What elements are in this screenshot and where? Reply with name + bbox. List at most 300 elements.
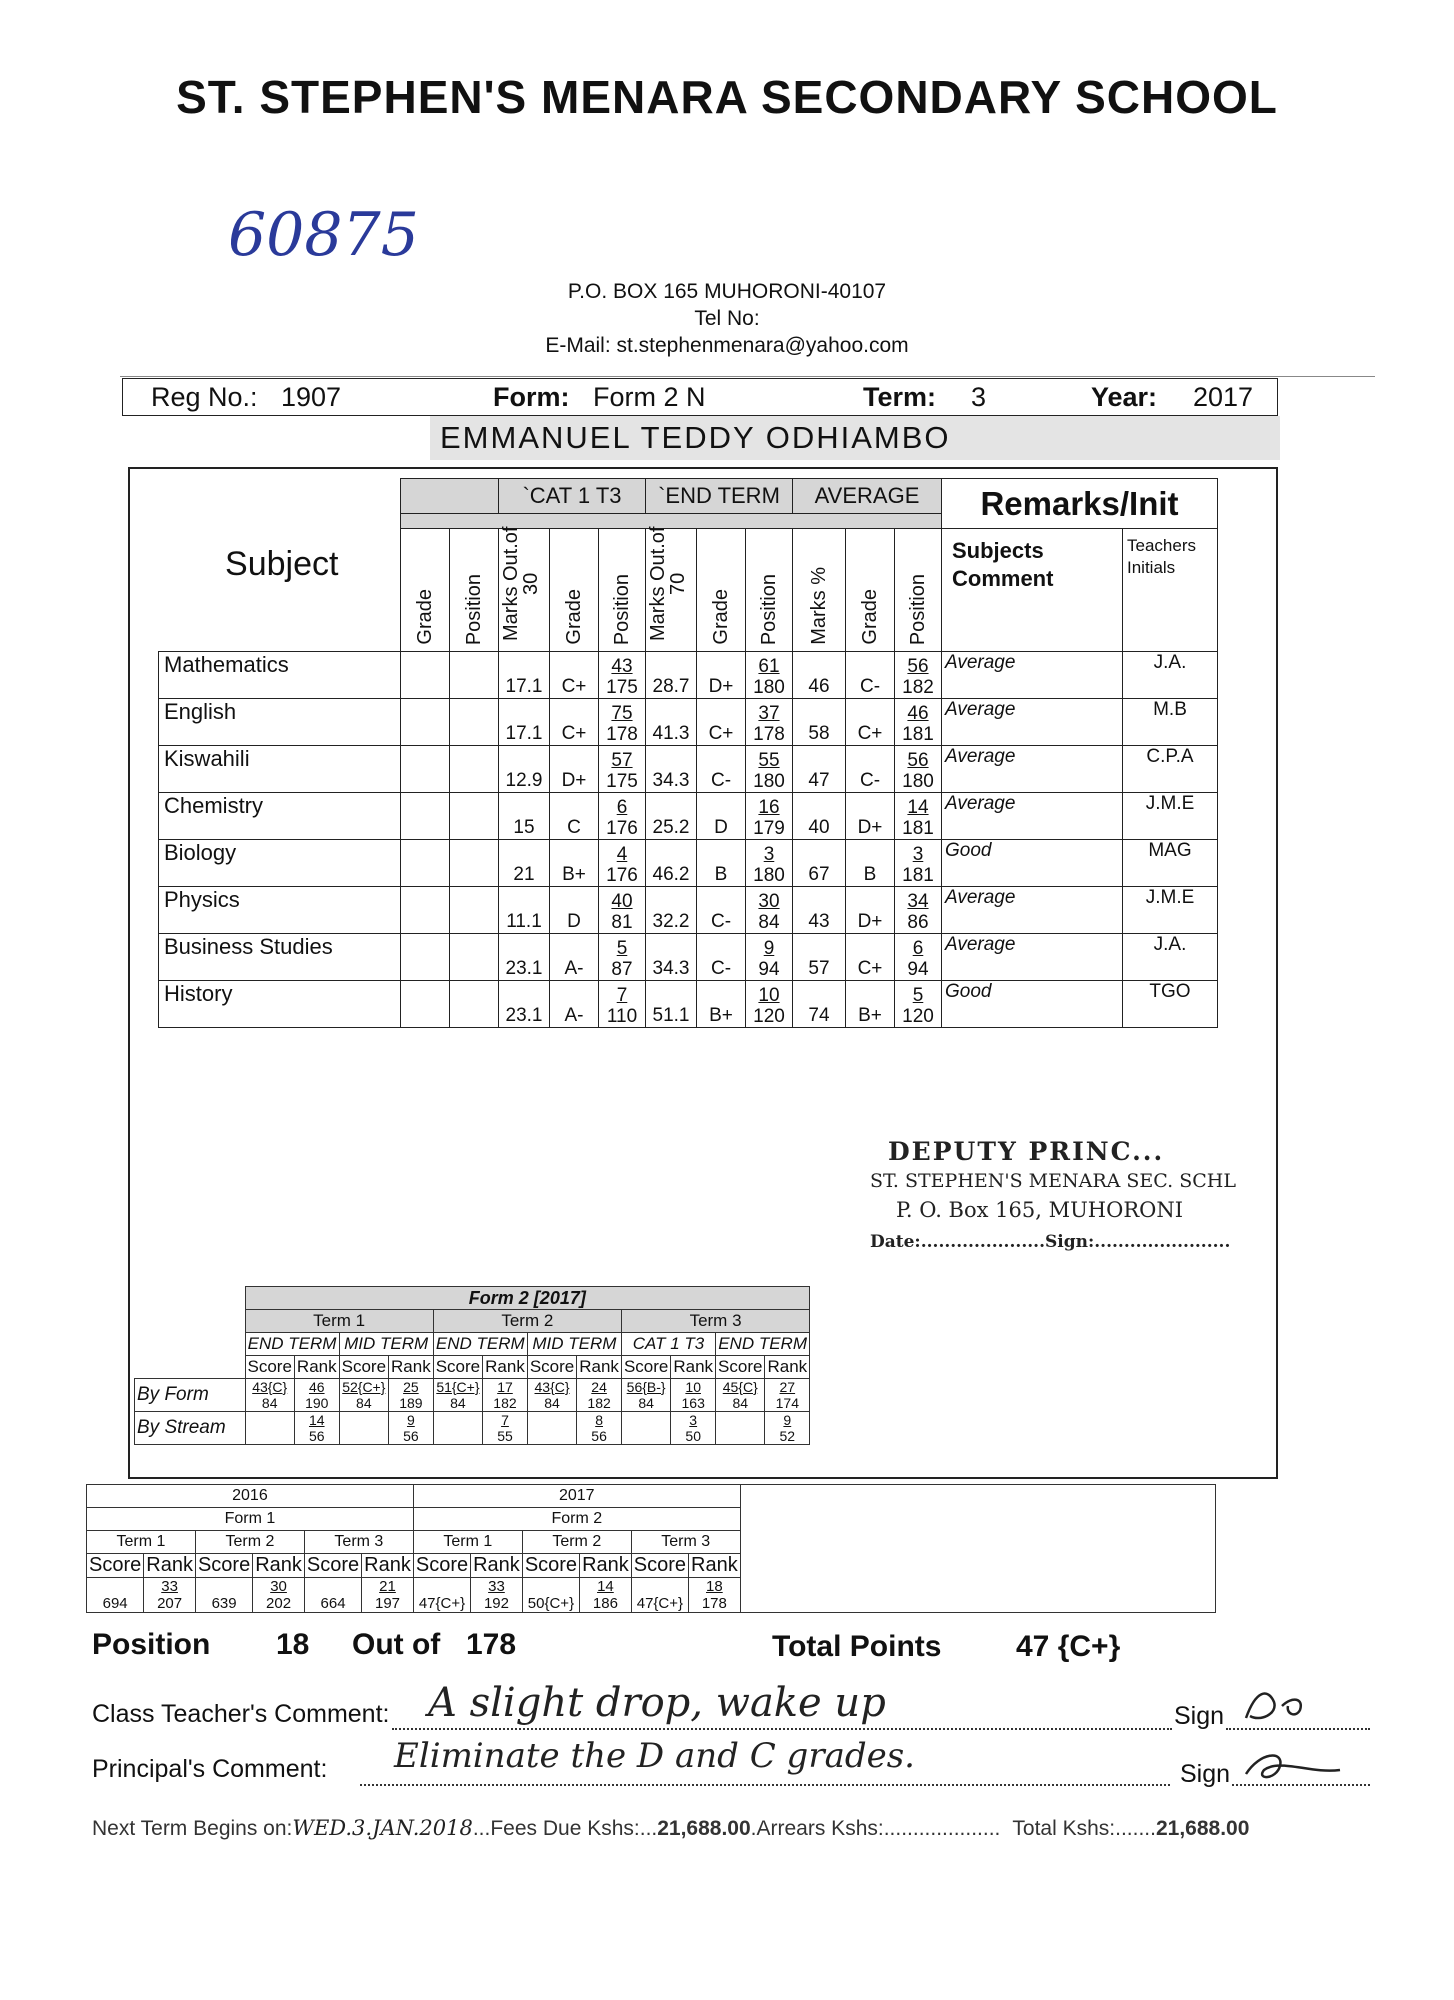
history-score: 47{C+}	[631, 1578, 688, 1613]
avg-position	[895, 699, 942, 746]
score-out-of: 84	[356, 1395, 372, 1411]
by-stream-rank	[389, 1412, 434, 1445]
avg-position	[895, 934, 942, 981]
cat-position-rank: 75	[611, 703, 633, 724]
cat-group-header: `CAT 1 T3	[499, 479, 646, 514]
subject-name: Business Studies	[159, 934, 401, 981]
history-summary-table	[86, 1484, 1216, 1613]
comment-line	[392, 1728, 1172, 1730]
avg-position-out-of: 120	[902, 1006, 934, 1027]
rank-out-of: 182	[493, 1395, 517, 1411]
by-stream-rank	[765, 1412, 810, 1445]
stamp-date-sign: Date:.....................Sign:.......................	[870, 1232, 1231, 1252]
subject-name: English	[159, 699, 401, 746]
reg-number: 1907	[281, 382, 342, 412]
rank-label: Rank	[471, 1554, 523, 1578]
subject-name: Biology	[159, 840, 401, 887]
score-label: Score	[413, 1554, 470, 1578]
history-score: 50{C+}	[522, 1578, 579, 1613]
exam-header: END TERM	[716, 1333, 810, 1356]
avg-position-rank: 3	[912, 844, 924, 865]
end-position-out-of: 120	[753, 1006, 785, 1027]
rank-out-of: 207	[157, 1595, 183, 1612]
empty-remarks-area	[740, 1485, 1215, 1613]
end-position-out-of: 84	[758, 912, 780, 933]
by-form-score	[339, 1379, 388, 1412]
rank-out-of: 192	[483, 1595, 509, 1612]
cat-grade: A-	[550, 981, 599, 1028]
avg-marks: 58	[793, 699, 846, 746]
cat-position-rank: 57	[611, 750, 633, 771]
empty-cell	[621, 1412, 670, 1445]
rank-value: 33	[488, 1578, 505, 1595]
col-avg-grade: Grade	[846, 529, 895, 652]
total-label: Total Kshs:.......	[1012, 1817, 1156, 1840]
rank-value: 9	[406, 1412, 415, 1428]
end-position-out-of: 178	[753, 724, 785, 745]
rank-label: Rank	[389, 1356, 434, 1379]
term-value: 3	[971, 382, 987, 412]
rank-value: 14	[597, 1578, 614, 1595]
score-label: Score	[433, 1356, 482, 1379]
table-row	[159, 934, 1218, 981]
avg-marks: 46	[793, 652, 846, 699]
rank-label: Rank	[577, 1356, 622, 1379]
results-table	[158, 478, 1218, 1028]
school-name: ST. STEPHEN'S MENARA SECONDARY SCHOOL	[176, 71, 1278, 123]
rank-out-of: 50	[685, 1428, 701, 1444]
class-teacher-signature	[1238, 1680, 1318, 1730]
subject-comment: Average	[942, 887, 1123, 934]
cat-position-out-of: 81	[611, 912, 633, 933]
form-summary-table	[134, 1286, 810, 1445]
empty-cell	[450, 746, 499, 793]
rank-out-of: 182	[587, 1395, 611, 1411]
cat-marks: 23.1	[499, 934, 550, 981]
history-term-header: Term 3	[631, 1531, 740, 1554]
year-label: Year:	[1091, 382, 1158, 412]
rank-out-of: 56	[308, 1428, 325, 1444]
subject-name: Kiswahili	[159, 746, 401, 793]
end-position	[746, 793, 793, 840]
exam-header: END TERM	[433, 1333, 527, 1356]
history-score: 694	[87, 1578, 144, 1613]
next-term-date: WED.3.JAN.2018	[292, 1816, 473, 1840]
rank-label: Rank	[294, 1356, 339, 1379]
form1-header: Form 1	[87, 1508, 414, 1531]
by-form-score	[716, 1379, 765, 1412]
email: E-Mail: st.stephenmenara@yahoo.com	[545, 334, 909, 357]
end-position	[746, 699, 793, 746]
end-grade: C-	[697, 887, 746, 934]
end-grade: C-	[697, 934, 746, 981]
rank-value: 8	[595, 1412, 603, 1428]
rank-out-of: 189	[399, 1395, 423, 1411]
cat-marks: 11.1	[499, 887, 550, 934]
exam-header: MID TERM	[339, 1333, 433, 1356]
divider	[120, 376, 1375, 377]
teacher-initials: J.M.E	[1123, 793, 1218, 840]
year-value: 2017	[1193, 382, 1254, 412]
avg-position-rank: 14	[907, 797, 929, 818]
principal-signature	[1240, 1744, 1350, 1788]
spacer	[135, 1333, 246, 1356]
stamp-address: P. O. Box 165, MUHORONI	[896, 1198, 1184, 1222]
subject-name: Chemistry	[159, 793, 401, 840]
subject-name: Mathematics	[159, 652, 401, 699]
cat-position-rank: 6	[616, 797, 628, 818]
cat-position-rank: 40	[611, 891, 633, 912]
rank-value: 14	[308, 1412, 325, 1428]
cat-grade: D	[550, 887, 599, 934]
end-position	[746, 887, 793, 934]
by-form-rank	[294, 1379, 339, 1412]
empty-cell	[450, 699, 499, 746]
rank-out-of: 55	[497, 1428, 513, 1444]
history-rank	[253, 1578, 305, 1613]
principal-comment: Eliminate the D and C grades.	[394, 1736, 915, 1776]
by-form-score	[621, 1379, 670, 1412]
cat-position-rank: 4	[616, 844, 628, 865]
fees-value: 21,688.00	[657, 1817, 751, 1840]
teacher-initials: M.B	[1123, 699, 1218, 746]
avg-grade: B	[846, 840, 895, 887]
history-score: 639	[195, 1578, 252, 1613]
score-value: 51{C+}	[436, 1379, 480, 1395]
history-term-header: Term 2	[195, 1531, 304, 1554]
form2-header: Form 2	[413, 1508, 740, 1531]
end-marks: 25.2	[646, 793, 697, 840]
rank-out-of: 174	[775, 1395, 799, 1411]
end-grade: B+	[697, 981, 746, 1028]
principal-label: Principal's Comment:	[92, 1755, 328, 1783]
empty-cell	[401, 887, 450, 934]
end-marks: 46.2	[646, 840, 697, 887]
cat-position-rank: 43	[611, 656, 633, 677]
empty-cell	[450, 981, 499, 1028]
teacher-initials: J.M.E	[1123, 887, 1218, 934]
teacher-initials: J.A.	[1123, 934, 1218, 981]
cat-marks: 15	[499, 793, 550, 840]
rank-out-of: 186	[592, 1595, 618, 1612]
score-label: Score	[304, 1554, 361, 1578]
avg-marks: 47	[793, 746, 846, 793]
end-position	[746, 652, 793, 699]
out-of-value: 178	[466, 1628, 517, 1661]
cat-grade: A-	[550, 934, 599, 981]
empty-cell	[401, 746, 450, 793]
by-stream-rank	[671, 1412, 716, 1445]
total-value: 21,688.00	[1155, 1817, 1250, 1840]
empty-cell	[401, 652, 450, 699]
cat-position	[599, 699, 646, 746]
cat-position-rank: 7	[616, 985, 628, 1006]
history-score: 664	[304, 1578, 361, 1613]
stamp-title: DEPUTY PRINC...	[888, 1137, 1165, 1166]
end-position-rank: 10	[758, 985, 780, 1006]
score-label: Score	[527, 1356, 576, 1379]
rank-label: Rank	[362, 1554, 414, 1578]
handwritten-number: 60875	[228, 200, 419, 270]
avg-marks: 74	[793, 981, 846, 1028]
next-term-label: Next Term Begins on:	[92, 1817, 293, 1840]
cat-grade: C+	[550, 652, 599, 699]
score-value: 43{C}	[534, 1379, 570, 1395]
term3-header: Term 3	[621, 1310, 809, 1333]
class-teacher-sign-label: Sign	[1174, 1702, 1225, 1730]
avg-position-out-of: 181	[902, 818, 934, 839]
exam-header: CAT 1 T3	[621, 1333, 715, 1356]
empty-cell	[450, 934, 499, 981]
avg-position-out-of: 180	[902, 771, 934, 792]
end-position-rank: 55	[758, 750, 780, 771]
telephone: Tel No:	[694, 307, 760, 330]
out-of-label: Out of	[352, 1628, 441, 1661]
cat-position	[599, 934, 646, 981]
position-label: Position	[92, 1628, 211, 1661]
avg-position-out-of: 182	[902, 677, 934, 698]
avg-position-rank: 56	[907, 656, 929, 677]
by-form-rank	[389, 1379, 434, 1412]
rank-value: 3	[689, 1412, 698, 1428]
form-value: Form 2 N	[593, 382, 706, 412]
by-form-score	[433, 1379, 482, 1412]
rank-out-of: 178	[701, 1595, 727, 1612]
col-end-grade: Grade	[697, 529, 746, 652]
cat-position-rank: 5	[616, 938, 628, 959]
history-rank	[580, 1578, 632, 1613]
history-term-header: Term 3	[304, 1531, 413, 1554]
rank-value: 18	[706, 1578, 723, 1595]
subject-comment: Average	[942, 699, 1123, 746]
rank-label: Rank	[671, 1356, 716, 1379]
by-stream-label: By Stream	[135, 1412, 246, 1445]
average-group-header: AVERAGE	[793, 479, 942, 514]
table-row	[159, 793, 1218, 840]
avg-grade: C-	[846, 746, 895, 793]
subjects-comment-header: Subjects Comment	[942, 529, 1123, 652]
table-row	[159, 652, 1218, 699]
col-avg-position: Position	[895, 529, 942, 652]
cat-position-out-of: 176	[606, 818, 638, 839]
cat-grade: D+	[550, 746, 599, 793]
avg-position	[895, 793, 942, 840]
score-label: Score	[522, 1554, 579, 1578]
history-rank	[689, 1578, 741, 1613]
cat-position	[599, 793, 646, 840]
score-label: Score	[621, 1356, 670, 1379]
class-teacher-comment: A slight drop, wake up	[428, 1680, 886, 1726]
rank-value: 46	[308, 1379, 325, 1395]
by-form-label: By Form	[135, 1379, 246, 1412]
end-marks: 41.3	[646, 699, 697, 746]
avg-grade: D+	[846, 793, 895, 840]
score-label: Score	[339, 1356, 388, 1379]
rank-label: Rank	[689, 1554, 741, 1578]
empty-cell	[401, 699, 450, 746]
table-row	[159, 699, 1218, 746]
cat-position-out-of: 110	[606, 1006, 638, 1027]
table-row	[159, 887, 1218, 934]
end-position-out-of: 179	[753, 818, 785, 839]
student-name-bar	[430, 416, 1280, 460]
col-cat-position: Position	[599, 529, 646, 652]
subject-comment: Average	[942, 746, 1123, 793]
score-label: Score	[245, 1356, 294, 1379]
table-row	[159, 981, 1218, 1028]
end-grade: D	[697, 793, 746, 840]
cat-position	[599, 981, 646, 1028]
exam-header: END TERM	[245, 1333, 339, 1356]
table-row	[159, 746, 1218, 793]
endterm-group-header: `END TERM	[646, 479, 793, 514]
empty-cell	[401, 981, 450, 1028]
rank-label: Rank	[580, 1554, 632, 1578]
end-position-rank: 9	[763, 938, 775, 959]
rank-label: Rank	[253, 1554, 305, 1578]
score-value: 52{C+}	[342, 1379, 386, 1395]
avg-marks: 43	[793, 887, 846, 934]
rank-out-of: 163	[681, 1395, 705, 1411]
subject-comment: Average	[942, 793, 1123, 840]
table-row	[159, 840, 1218, 887]
score-value: 56{B-}	[626, 1379, 666, 1395]
avg-marks: 57	[793, 934, 846, 981]
by-stream-rank	[294, 1412, 339, 1445]
rank-label: Rank	[483, 1356, 528, 1379]
score-label: Score	[716, 1356, 765, 1379]
end-position-rank: 37	[758, 703, 780, 724]
blank-group-header	[401, 479, 499, 514]
cat-position-out-of: 175	[606, 771, 638, 792]
avg-position	[895, 840, 942, 887]
term-label: Term:	[863, 382, 937, 412]
empty-cell	[527, 1412, 576, 1445]
rank-out-of: 190	[305, 1395, 329, 1411]
rank-value: 30	[270, 1578, 287, 1595]
empty-cell	[245, 1412, 294, 1445]
spacer	[135, 1310, 246, 1333]
score-value: 45{C}	[722, 1379, 758, 1395]
exam-header: MID TERM	[527, 1333, 621, 1356]
history-rank	[471, 1578, 523, 1613]
by-form-rank	[671, 1379, 716, 1412]
col-cat-grade: Grade	[550, 529, 599, 652]
end-marks: 28.7	[646, 652, 697, 699]
end-position	[746, 840, 793, 887]
col-position-blank: Position	[450, 529, 499, 652]
rank-out-of: 202	[266, 1595, 292, 1612]
score-out-of: 84	[261, 1395, 278, 1411]
end-position-out-of: 180	[753, 865, 785, 886]
score-label: Score	[195, 1554, 252, 1578]
end-position-rank: 3	[763, 844, 775, 865]
avg-position	[895, 981, 942, 1028]
subject-comment: Average	[942, 934, 1123, 981]
rank-value: 33	[161, 1578, 178, 1595]
avg-position	[895, 652, 942, 699]
score-value: 43{C}	[252, 1379, 288, 1395]
by-stream-rank	[483, 1412, 528, 1445]
score-out-of: 84	[732, 1395, 749, 1411]
end-position-rank: 30	[758, 891, 780, 912]
history-score: 47{C+}	[413, 1578, 470, 1613]
reg-label: Reg No.:	[151, 382, 258, 412]
teacher-initials: C.P.A	[1123, 746, 1218, 793]
cat-grade: C	[550, 793, 599, 840]
teacher-initials: TGO	[1123, 981, 1218, 1028]
empty-cell	[450, 652, 499, 699]
avg-position-rank: 34	[907, 891, 929, 912]
address: P.O. BOX 165 MUHORONI-40107	[567, 280, 887, 303]
avg-grade: C+	[846, 699, 895, 746]
rank-value: 21	[379, 1578, 396, 1595]
avg-grade: C+	[846, 934, 895, 981]
history-term-header: Term 1	[413, 1531, 522, 1554]
history-term-header: Term 2	[522, 1531, 631, 1554]
end-position	[746, 981, 793, 1028]
score-out-of: 84	[450, 1395, 466, 1411]
avg-marks: 40	[793, 793, 846, 840]
cat-position	[599, 746, 646, 793]
avg-position-out-of: 181	[902, 724, 934, 745]
rank-label: Rank	[144, 1554, 196, 1578]
col-cat-marks: Marks Out.of 30	[499, 529, 550, 652]
student-name: EMMANUEL TEDDY ODHIAMBO	[440, 420, 951, 455]
form-summary-title: Form 2 [2017]	[245, 1287, 810, 1310]
term1-header: Term 1	[245, 1310, 433, 1333]
avg-position	[895, 746, 942, 793]
cat-marks: 12.9	[499, 746, 550, 793]
spacer	[135, 1356, 246, 1379]
empty-cell	[433, 1412, 482, 1445]
rank-label: Rank	[765, 1356, 810, 1379]
cat-position	[599, 887, 646, 934]
avg-position-rank: 5	[912, 985, 924, 1006]
cat-grade: B+	[550, 840, 599, 887]
avg-grade: C-	[846, 652, 895, 699]
cat-position-out-of: 178	[606, 724, 638, 745]
avg-position-rank: 56	[907, 750, 929, 771]
arrears-label: .Arrears Kshs:....................	[750, 1817, 1001, 1840]
subject-comment: Good	[942, 981, 1123, 1028]
cat-marks: 17.1	[499, 652, 550, 699]
rank-out-of: 56	[591, 1428, 607, 1444]
class-teacher-label: Class Teacher's Comment:	[92, 1700, 390, 1728]
form-label: Form:	[493, 382, 570, 412]
teacher-initials: MAG	[1123, 840, 1218, 887]
year-2017-header: 2017	[413, 1485, 740, 1508]
subject-name: Physics	[159, 887, 401, 934]
teachers-initials-header: Teachers Initials	[1123, 529, 1218, 652]
rank-value: 10	[685, 1379, 701, 1395]
end-marks: 34.3	[646, 934, 697, 981]
registration-bar	[122, 378, 1278, 416]
col-grade-blank: Grade	[401, 529, 450, 652]
by-form-score	[245, 1379, 294, 1412]
empty-cell	[339, 1412, 388, 1445]
end-position	[746, 934, 793, 981]
score-label: Score	[631, 1554, 688, 1578]
rank-value: 17	[497, 1379, 513, 1395]
end-marks: 32.2	[646, 887, 697, 934]
avg-position-rank: 6	[912, 938, 924, 959]
subject-comment: Average	[942, 652, 1123, 699]
by-form-rank	[483, 1379, 528, 1412]
end-position-out-of: 94	[758, 959, 780, 980]
end-position-rank: 16	[758, 797, 780, 818]
stamp-school: ST. STEPHEN'S MENARA SEC. SCHL	[870, 1170, 1236, 1192]
